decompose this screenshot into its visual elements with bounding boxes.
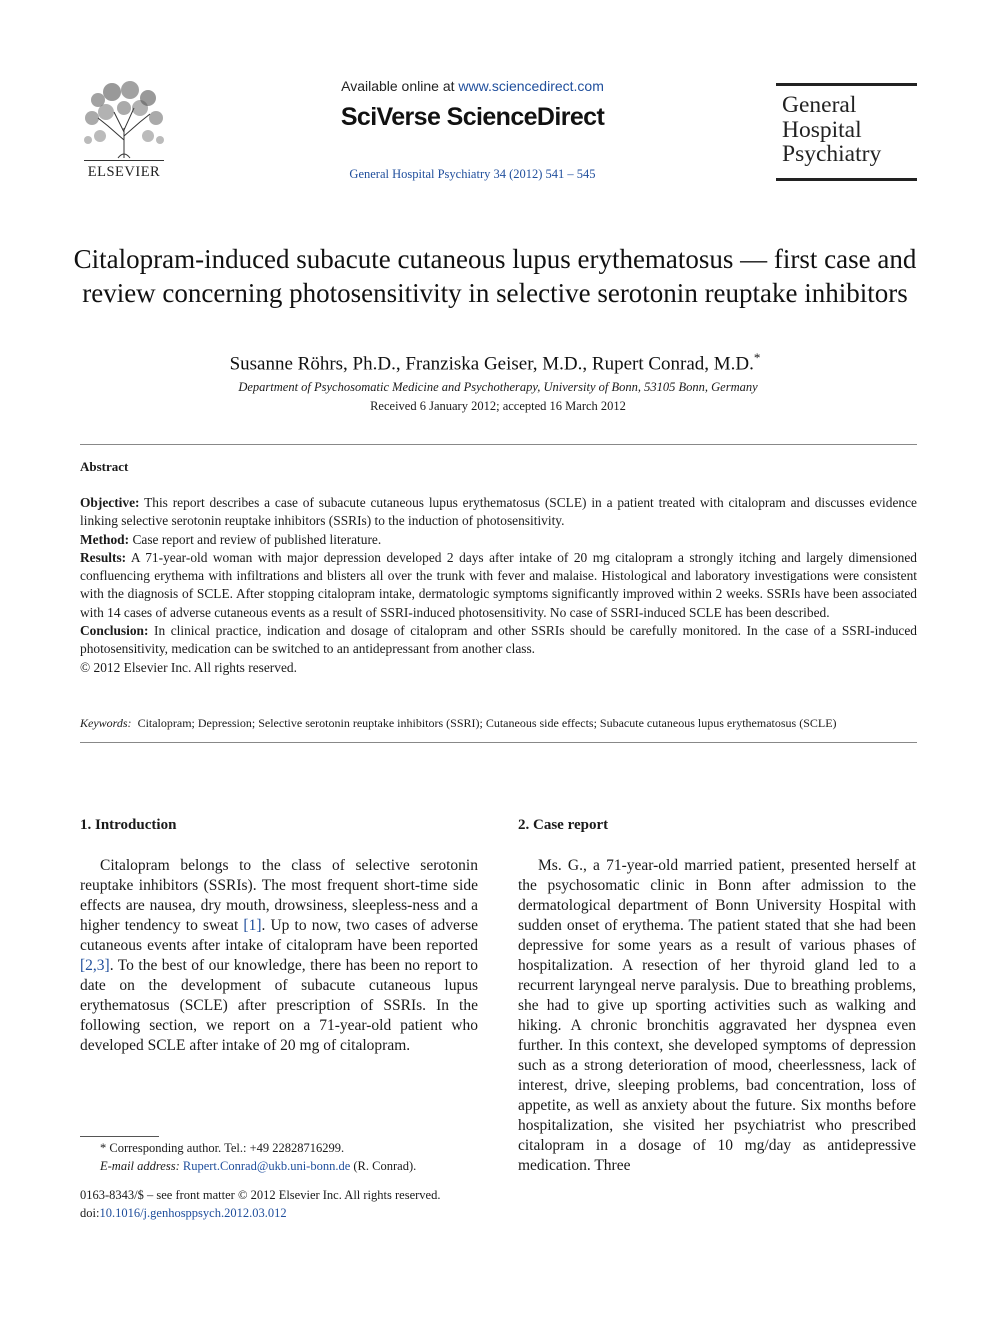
doi-link[interactable]: 10.1016/j.genhosppsych.2012.03.012: [99, 1205, 287, 1220]
keywords-text: Citalopram; Depression; Selective serotonin reuptake inhibitors (SSRI); Cutaneous side effects; Subacute cutaneous lupus erythematosus (SCLE): [137, 716, 837, 730]
intro-text-1: Citalopram belongs to the class of selective serotonin reuptake inhibitors (SSRIs). The most frequent short-time side effects are nausea, dry mouth, drowsiness, sleepless-ness and a higher tendency to sweat: [80, 857, 478, 934]
email-line: [80, 1158, 478, 1176]
case-report-text: [518, 856, 916, 1176]
front-matter: [80, 1187, 480, 1222]
received-dates: Received 6 January 2012; accepted 16 March 2012: [370, 399, 626, 413]
issn-line: 0163-8343/$ – see front matter © 2012 Elsevier Inc. All rights reserved.: [80, 1188, 441, 1202]
reference-link[interactable]: [2,3]: [80, 957, 110, 974]
email-link[interactable]: Rupert.Conrad@ukb.uni-bonn.de: [182, 1158, 351, 1173]
corresponding-author: * Corresponding author. Tel.: +49 22828716299.: [100, 1141, 345, 1155]
results-label: Results:: [80, 549, 127, 565]
objective-text: This report describes a case of subacute cutaneous lupus erythematosus (SCLE) in a patient treated with citalopram and discusses evidence linking selective serotonin reuptake inhibitors (SSRIs) to the induction of photosensitivity.: [80, 495, 917, 529]
reference-link[interactable]: [1]: [243, 917, 262, 934]
sciencedirect-link[interactable]: www.sciencedirect.com: [458, 78, 604, 94]
corresponding-mark[interactable]: *: [753, 350, 761, 365]
journal-logo: [776, 83, 917, 181]
paragraph: Ms. G., a 71-year-old married patient, presented herself at the psychosomatic clinic in Bonn after admission to the dermatological department of Bonn University Hospital with sudden onset of erythema. The patient stated that she had been depressive for some years as a result of various phases of hospitalization. A resection of her thyroid gland led to a recurrent laryngeal nerve paralysis. Due to breathing problems, she had to give up sporting activities such as walking and hiking. A chronic bronchitis aggravated her dyspnea even further. In this context, she developed symptoms of depression such as a strong deterioration of mood, cheerlessness, lack of interest, drive, sleeping problems, bad concentration, loss of appetite, as well as anxiety about the future. Six months before hospitalization, she visited her psychiatrist who prescribed citalopram in a dosage of 10 mg/day as antidepressive medication. Three: [518, 857, 916, 1174]
method-text: Case report and review of published literature.: [129, 531, 382, 547]
authors: Susanne Röhrs, Ph.D., Franziska Geiser, M.D., Rupert Conrad, M.D.: [229, 353, 754, 375]
intro-text-3: . To the best of our knowledge, there has been no report to date on the development of subacute cutaneous lupus erythematosus (SCLE) after prescription of SSRIs. In the following section, we report on a 71-year-old patient who developed SCLE after intake of 20 mg of citalopram.: [80, 957, 478, 1054]
journal-title-line: Psychiatry: [782, 141, 882, 167]
elsevier-logo: [78, 78, 170, 182]
available-prefix: Available online at: [341, 78, 459, 94]
introduction-text: [80, 856, 478, 1056]
available-online: [300, 78, 645, 94]
abstract-conclusion: [80, 622, 917, 659]
divider: [80, 742, 917, 743]
abstract-objective: [80, 494, 917, 531]
abstract-results: [80, 549, 917, 622]
abstract-copyright: © 2012 Elsevier Inc. All rights reserved.: [80, 659, 297, 675]
affiliation: Department of Psychosomatic Medicine and Psychotherapy, University of Bonn, 53105 Bonn, Germany: [238, 380, 758, 394]
email-label: E-mail address:: [100, 1158, 180, 1173]
paragraph: [80, 856, 478, 1056]
conclusion-label: Conclusion:: [80, 623, 149, 639]
doi-label: doi:: [80, 1205, 100, 1220]
objective-label: Objective:: [80, 495, 140, 510]
results-text: A 71-year-old woman with major depression developed 2 days after intake of 20 mg citalopram a strongly itching and largely dimensioned confluencing erythema with infiltrations and blisters all over the trunk with fever and malaise. Histological and laboratory investigations were consistent with the diagnosis of SCLE. After stopping citalopram intake, dermatologic symptoms significantly improved within 2 weeks. SSRIs have been associated with 14 cases of adverse cutaneous events as a result of SSRI-induced photosensitivity. No case of SSRI-induced SCLE has been described.: [80, 549, 917, 620]
method-label: Method:: [80, 531, 130, 547]
article-title: Citalopram-induced subacute cutaneous lupus erythematosus — first case and review concerning photosensitivity in selective serotonin reuptake inhibitors: [73, 244, 917, 308]
author-list: [80, 350, 910, 375]
section-heading-case-report: 2. Case report: [518, 817, 609, 833]
intro-text-2: . Up to now, two cases of adverse cutaneous events after intake of citalopram have been reported: [80, 917, 479, 954]
journal-title-line: Hospital: [782, 116, 862, 143]
conclusion-text: In clinical practice, indication and dosage of citalopram and other SSRIs should be carefully monitored. In the case of a SSRI-induced photosensitivity, medication can be switched to an antidepressant from another class.: [80, 623, 917, 657]
footnote: [80, 1140, 478, 1175]
section-heading-introduction: 1. Introduction: [80, 817, 177, 833]
abstract-method: [80, 531, 917, 549]
elsevier-wordmark: ELSEVIER: [87, 164, 161, 180]
keywords-label: Keywords:: [80, 716, 132, 730]
journal-title: [782, 93, 881, 167]
footnote-divider: [80, 1136, 159, 1137]
abstract-body: [80, 494, 917, 677]
abstract-heading: Abstract: [80, 459, 129, 474]
journal-citation[interactable]: General Hospital Psychiatry 34 (2012) 541 – 545: [349, 167, 596, 181]
keywords: [80, 715, 917, 731]
doi-line: [80, 1205, 480, 1223]
platform-logo: SciVerse ScienceDirect: [340, 103, 605, 131]
journal-title-line: General: [782, 92, 857, 118]
divider: [80, 444, 917, 445]
email-suffix: (R. Conrad).: [350, 1158, 417, 1173]
